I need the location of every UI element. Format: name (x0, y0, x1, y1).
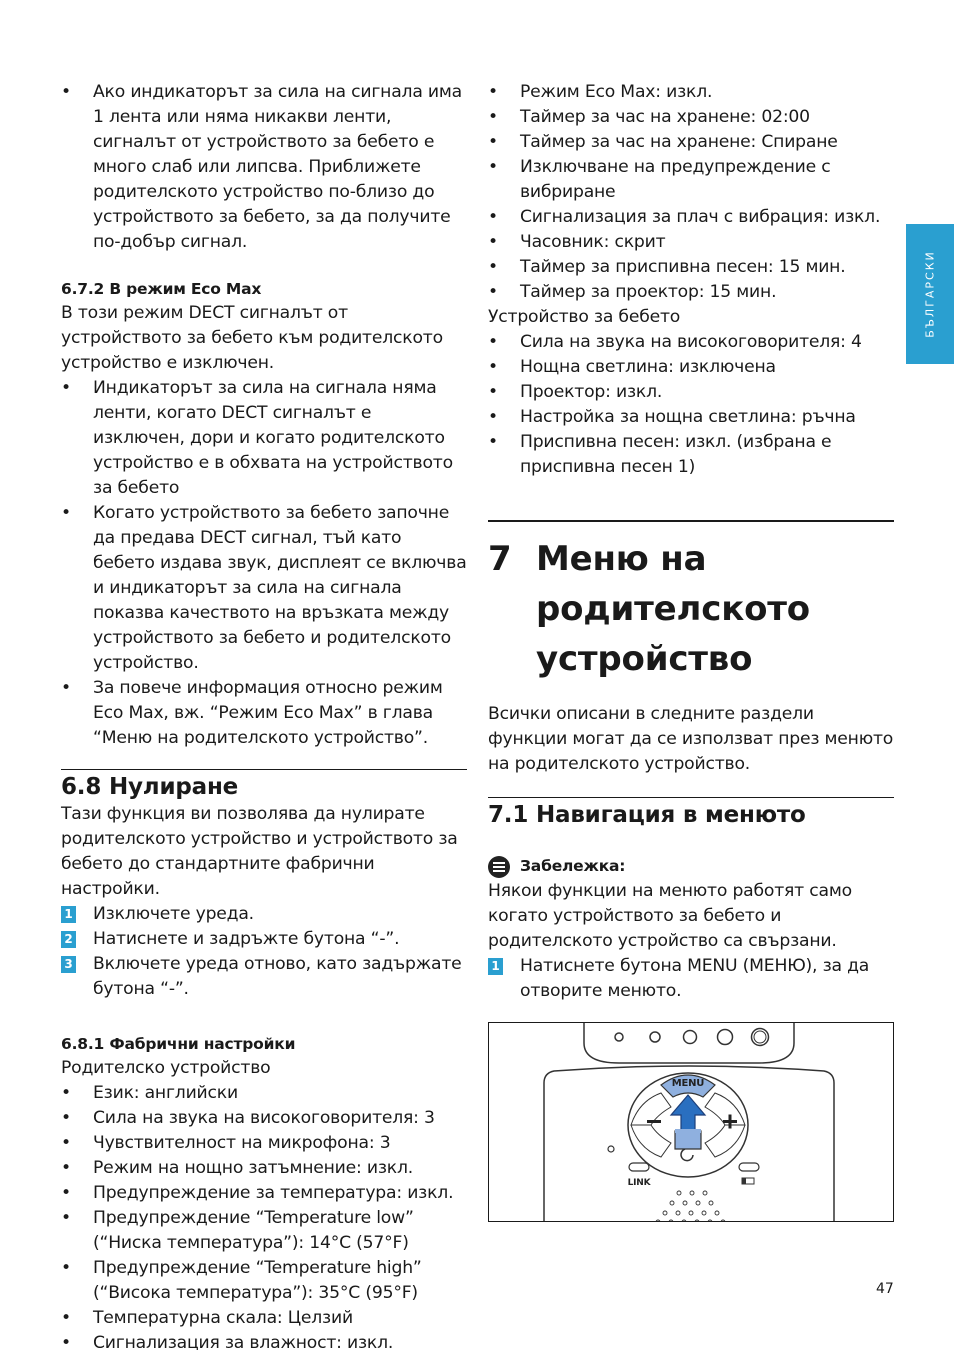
eco-heading: 6.7.2 В режим Eco Max (61, 280, 262, 298)
list-item: • Режим на нощно затъмнение: изкл. (61, 1156, 467, 1181)
language-tab-label: БЪЛГАРСКИ (923, 250, 937, 338)
list-item: • Проектор: изкл. (488, 380, 894, 405)
parent-label: Родителско устройство (61, 1058, 271, 1078)
step-text: Включете уреда отново, като задържате бутона “-”. (93, 954, 462, 999)
parent-unit-drawing (489, 1023, 894, 1222)
right-column (488, 80, 894, 1222)
reset-steps (61, 902, 467, 1002)
note-title (488, 854, 894, 879)
list-item: • Изключване на предупреждение с вибриране (488, 155, 894, 205)
menu-key-label: MENU (671, 1078, 705, 1089)
list-item: • Приспивна песен: изкл. (избрана е приспивна песен 1) (488, 430, 894, 480)
language-tab (906, 224, 954, 364)
left-column (61, 80, 467, 1350)
note-title-text: Забележка: (520, 857, 626, 875)
list-item: • Чувствителност на микрофона: 3 (61, 1131, 467, 1156)
list-item: • Сигнализация за плач с вибрация: изкл. (488, 205, 894, 230)
link-key-label: LINK (627, 1178, 651, 1188)
list-item: • Сила на звука на високоговорителя: 4 (488, 330, 894, 355)
page-number: 47 (876, 1281, 894, 1297)
list-item: • Предупреждение “Temperature low” (“Ниска температура”): 14°C (57°F) (61, 1206, 467, 1256)
list-item: • Език: английски (61, 1081, 467, 1106)
list-item: • Настройка за нощна светлина: ръчна (488, 405, 894, 430)
step-number: 1 (488, 958, 503, 975)
list-item: • Ако индикаторът за сила на сигнала има 1 лента или няма никакви ленти, сигналът от устройството за бебето е много слаб или липсва. Приближете родителското устройство по-близо до устройството за бебето, за да получите по-добър сигнал. (61, 80, 467, 255)
parent-bullets (61, 1081, 467, 1350)
list-item: • Таймер за приспивна песен: 15 мин. (488, 255, 894, 280)
list-item: • Таймер за проектор: 15 мин. (488, 280, 894, 305)
list-item: • Индикаторът за сила на сигнала няма ленти, когато DECT сигналът е изключен, дори и когато родителското устройство е в обхвата на устройството за бебето (61, 376, 467, 501)
chapter-text: Всички описани в следните раздели функции могат да се използват през менюто на родителското устройство. (488, 704, 894, 774)
factory-heading: 6.8.1 Фабрични настройки (61, 1035, 296, 1053)
note-text: Някои функции на менюто работят само когато устройството за бебето и родителското устройство са свързани. (488, 881, 852, 951)
step-item (61, 952, 467, 1002)
nav-steps (488, 954, 894, 1004)
list-item: • Когато устройството за бебето започне да предава DECT сигнал, тъй като бебето издава звук, дисплеят се включва и индикаторът за сила на сигнала показва качеството на връзката между устройството за бебето и родителското устройство. (61, 501, 467, 676)
step-text: Изключете уреда. (93, 904, 254, 924)
step-text: Натиснете и задръжте бутона “-”. (93, 929, 400, 949)
list-item: • Температурна скала: Целзий (61, 1306, 467, 1331)
step-number: 1 (61, 906, 76, 923)
step-item (61, 927, 467, 952)
chapter-heading (488, 520, 894, 684)
baby-bullets (488, 330, 894, 480)
step-item (61, 902, 467, 927)
list-item: • Таймер за час на хранене: 02:00 (488, 105, 894, 130)
device-illustration (488, 1022, 894, 1222)
step-number: 3 (61, 956, 76, 973)
list-item: • Режим Eco Max: изкл. (488, 80, 894, 105)
eco-bullets (61, 376, 467, 751)
reset-text: Тази функция ви позволява да нулирате родителското устройство и устройството за бебето до стандартните фабрични настройки. (61, 804, 458, 899)
intro-bullets (61, 80, 467, 255)
step-item (488, 954, 894, 1004)
list-item: • Предупреждение за температура: изкл. (61, 1181, 467, 1206)
list-item: • Нощна светлина: изключена (488, 355, 894, 380)
list-item: • Сигнализация за влажност: изкл. (61, 1331, 467, 1350)
reset-heading: 6.8 Нулиране (61, 769, 467, 802)
eco-text: В този режим DECT сигналът от устройството за бебето към родителското устройство е изключен. (61, 303, 443, 373)
note-icon (488, 856, 510, 878)
list-item: • Сила на звука на високоговорителя: 3 (61, 1106, 467, 1131)
list-item: • Предупреждение “Temperature high” (“Висока температура”): 35°C (95°F) (61, 1256, 467, 1306)
parent-bullets-cont (488, 80, 894, 305)
list-item: • Таймер за час на хранене: Спиране (488, 130, 894, 155)
chapter-number: 7 (488, 539, 512, 579)
chapter-title: Меню на родителското устройство (536, 539, 810, 679)
list-item: • Часовник: скрит (488, 230, 894, 255)
baby-label: Устройство за бебето (488, 307, 681, 327)
step-number: 2 (61, 931, 76, 948)
list-item: • За повече информация относно режим Eco Max, вж. “Режим Eco Max” в глава “Меню на родителското устройство”. (61, 676, 467, 751)
step-text: Натиснете бутона MENU (МЕНЮ), за да отворите менюто. (520, 956, 870, 1001)
nav-heading: 7.1 Навигация в менюто (488, 797, 894, 830)
